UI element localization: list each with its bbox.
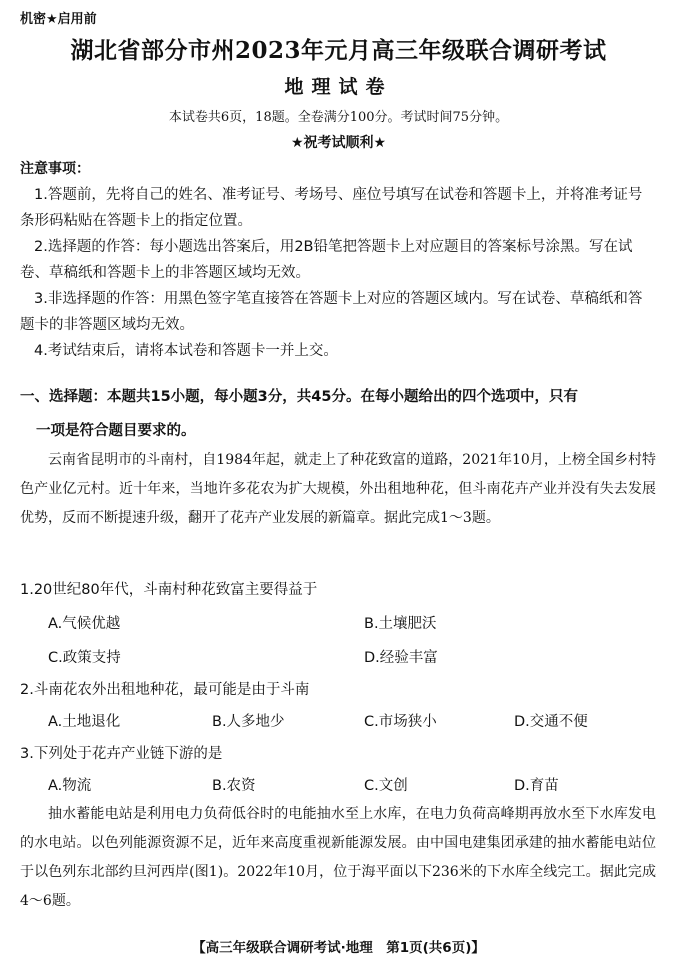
page-footer: 【高三年级联合调研考试·地理 第1页(共6页)】 xyxy=(192,940,485,956)
subject-title: 地理试卷 xyxy=(284,76,393,98)
exam-info: 本试卷共6页，18题。全卷满分100分。考试时间75分钟。 xyxy=(168,110,509,125)
question-3-stem: 3.下列处于花卉产业链下游的是 xyxy=(20,746,223,762)
question-2-stem: 2.斗南花农外出租地种花，最可能是由于斗南 xyxy=(20,682,310,698)
question-2-option-d: D.交通不便 xyxy=(514,714,588,730)
section-heading-line2: 一项是符合题目要求的。 xyxy=(36,423,196,439)
section-heading-line1: 一、选择题：本题共15小题，每小题3分，共45分。在每小题给出的四个选项中，只有 xyxy=(20,389,578,405)
confidential-label: 机密★启用前 xyxy=(20,12,97,27)
notice-item-4: 4.考试结束后，请将本试卷和答题卡一并上交。 xyxy=(34,343,338,359)
question-3-option-a: A.物流 xyxy=(48,778,92,794)
question-1-option-b: B.土壤肥沃 xyxy=(364,616,437,632)
exam-title: 湖北省部分市州2023年元月高三年级联合调研考试 xyxy=(70,37,607,64)
good-luck-banner: ★祝考试顺利★ xyxy=(290,135,387,151)
passage-1: 云南省昆明市的斗南村，自1984年起，就走上了种花致富的道路，2021年10月，上榜全国乡村特色产业亿元村。近十年来，当地许多花农为扩大规模，外出租地种花，但斗南花卉产业并没有失去发展优势，反而不断提速升级，翻开了花卉产业发展的新篇章。据此完成1～3题。 xyxy=(20,452,656,526)
question-1-stem: 1.20世纪80年代，斗南村种花致富主要得益于 xyxy=(20,582,318,598)
notice-heading: 注意事项： xyxy=(20,161,90,177)
notice-item-2: 2.选择题的作答：每小题选出答案后，用2B铅笔把答题卡上对应题目的答案标号涂黑。写在试卷、草稿纸和答题卡上的非答题区域均无效。 xyxy=(20,239,633,281)
question-3-option-d: D.育苗 xyxy=(514,778,559,794)
question-1-option-a: A.气候优越 xyxy=(48,616,121,632)
question-1-option-c: C.政策支持 xyxy=(48,650,121,666)
question-1-option-d: D.经验丰富 xyxy=(364,650,438,666)
section-heading xyxy=(20,382,660,446)
notice-item-3: 3.非选择题的作答：用黑色签字笔直接答在答题卡上对应的答题区域内。写在试卷、草稿纸和答题卡的非答题区域均无效。 xyxy=(20,291,643,333)
question-3-option-c: C.文创 xyxy=(364,778,408,794)
question-2-option-a: A.土地退化 xyxy=(48,714,121,730)
question-3-option-b: B.农资 xyxy=(212,778,256,794)
passage-2: 抽水蓄能电站是利用电力负荷低谷时的电能抽水至上水库，在电力负荷高峰期再放水至下水库发电的水电站。以色列能源资源不足，近年来高度重视新能源发展。由中国电建集团承建的抽水蓄能电站位于以色列东北部约旦河西岸(图1)。2022年10月，位于海平面以下236米的下水库全线完工。据此完成4～6题。 xyxy=(20,806,656,909)
question-2-option-c: C.市场狭小 xyxy=(364,714,437,730)
notice-item-1: 1.答题前，先将自己的姓名、准考证号、考场号、座位号填写在试卷和答题卡上，并将准考证号条形码粘贴在答题卡上的指定位置。 xyxy=(20,187,643,229)
question-2-option-b: B.人多地少 xyxy=(212,714,285,730)
